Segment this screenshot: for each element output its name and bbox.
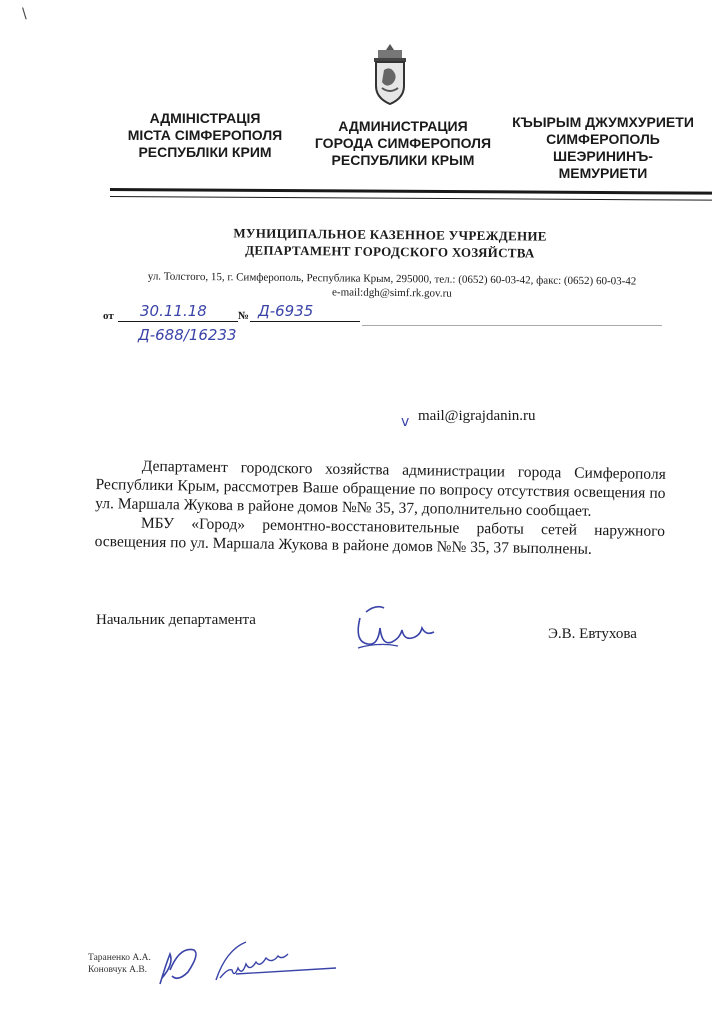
header-russian xyxy=(308,118,498,169)
header-ukrainian xyxy=(120,110,290,161)
header-left-line-2: МІСТА СІМФЕРОПОЛЯ xyxy=(127,127,283,143)
organization-name xyxy=(210,224,570,262)
date-underline xyxy=(118,321,238,322)
org-email: e-mail:dgh@simf.rk.gov.ru xyxy=(332,286,452,300)
reference-line xyxy=(362,325,662,326)
number-label: № xyxy=(238,310,250,322)
header-right-line-2: СИМФЕРОПОЛЬ xyxy=(546,131,660,147)
coat-of-arms-emblem xyxy=(370,42,410,108)
executor-2: Коновчук А.В. xyxy=(88,965,148,975)
handwritten-date: 30.11.18 xyxy=(140,302,207,320)
body-paragraph-2: МБУ «Город» ремонтно-восстановительные работы сетей наружного освещения по ул. Маршала Жукова в районе домов №№ 35, 37 выполнены. xyxy=(94,514,666,558)
org-line-1: МУНИЦИПАЛЬНОЕ КАЗЕННОЕ УЧРЕЖДЕНИЕ xyxy=(233,225,547,244)
reference-block xyxy=(100,302,720,345)
header-left-line-3: РЕСПУБЛІКИ КРИМ xyxy=(138,144,272,160)
header-center-line-2: ГОРОДА СИМФЕРОПОЛЯ xyxy=(314,135,492,151)
body-paragraph-1: Департамент городского хозяйства администрации города Симферополя Республики Крым, рассмотрев Ваше обращение по вопросу отсутствия освещения по ул. Маршала Жукова в районе домов №№ 35, 37, дополнительно сообщает. xyxy=(95,457,666,520)
organization-contacts xyxy=(112,269,672,303)
signatory-position: Начальник департамента xyxy=(96,612,256,628)
header-left-line-1: АДМІНІСТРАЦІЯ xyxy=(149,110,261,126)
header-divider-thin xyxy=(110,196,712,201)
header-right-line-1: КЪЫРЫМ ДЖУМХУРИЕТИ xyxy=(512,114,694,130)
header-right-line-4: МЕМУРИЕТИ xyxy=(558,165,648,181)
org-line-2: ДЕПАРТАМЕНТ ГОРОДСКОГО ХОЗЯЙСТВА xyxy=(245,242,535,261)
corner-mark: \ xyxy=(22,6,27,22)
handwritten-incoming-number: Д-688/16233 xyxy=(138,326,237,344)
header-divider-thick xyxy=(110,188,712,195)
handwritten-number: Д-6935 xyxy=(258,302,314,320)
header-crimean-tatar xyxy=(508,114,698,182)
check-mark-icon: v xyxy=(401,414,410,430)
letter-body xyxy=(95,456,666,560)
handwritten-signature xyxy=(346,598,456,652)
header-center-line-1: АДМИНИСТРАЦИЯ xyxy=(338,118,468,134)
number-underline xyxy=(250,321,360,322)
executor-signatures xyxy=(140,934,350,994)
header-center-line-3: РЕСПУБЛИКИ КРЫМ xyxy=(331,152,475,168)
executor-1: Тараненко А.А. xyxy=(88,953,151,963)
recipient-email: mail@igrajdanin.ru xyxy=(418,408,536,424)
org-address: ул. Толстого, 15, г. Симферополь, Республика Крым, 295000, тел.: (0652) 60-03-42, факс: (0652) 60-03-42 xyxy=(147,270,637,288)
signatory-name: Э.В. Евтухова xyxy=(548,626,637,642)
header-right-line-3: ШЕЭРИНИНЪ- xyxy=(553,148,653,164)
from-label: от xyxy=(103,310,114,322)
